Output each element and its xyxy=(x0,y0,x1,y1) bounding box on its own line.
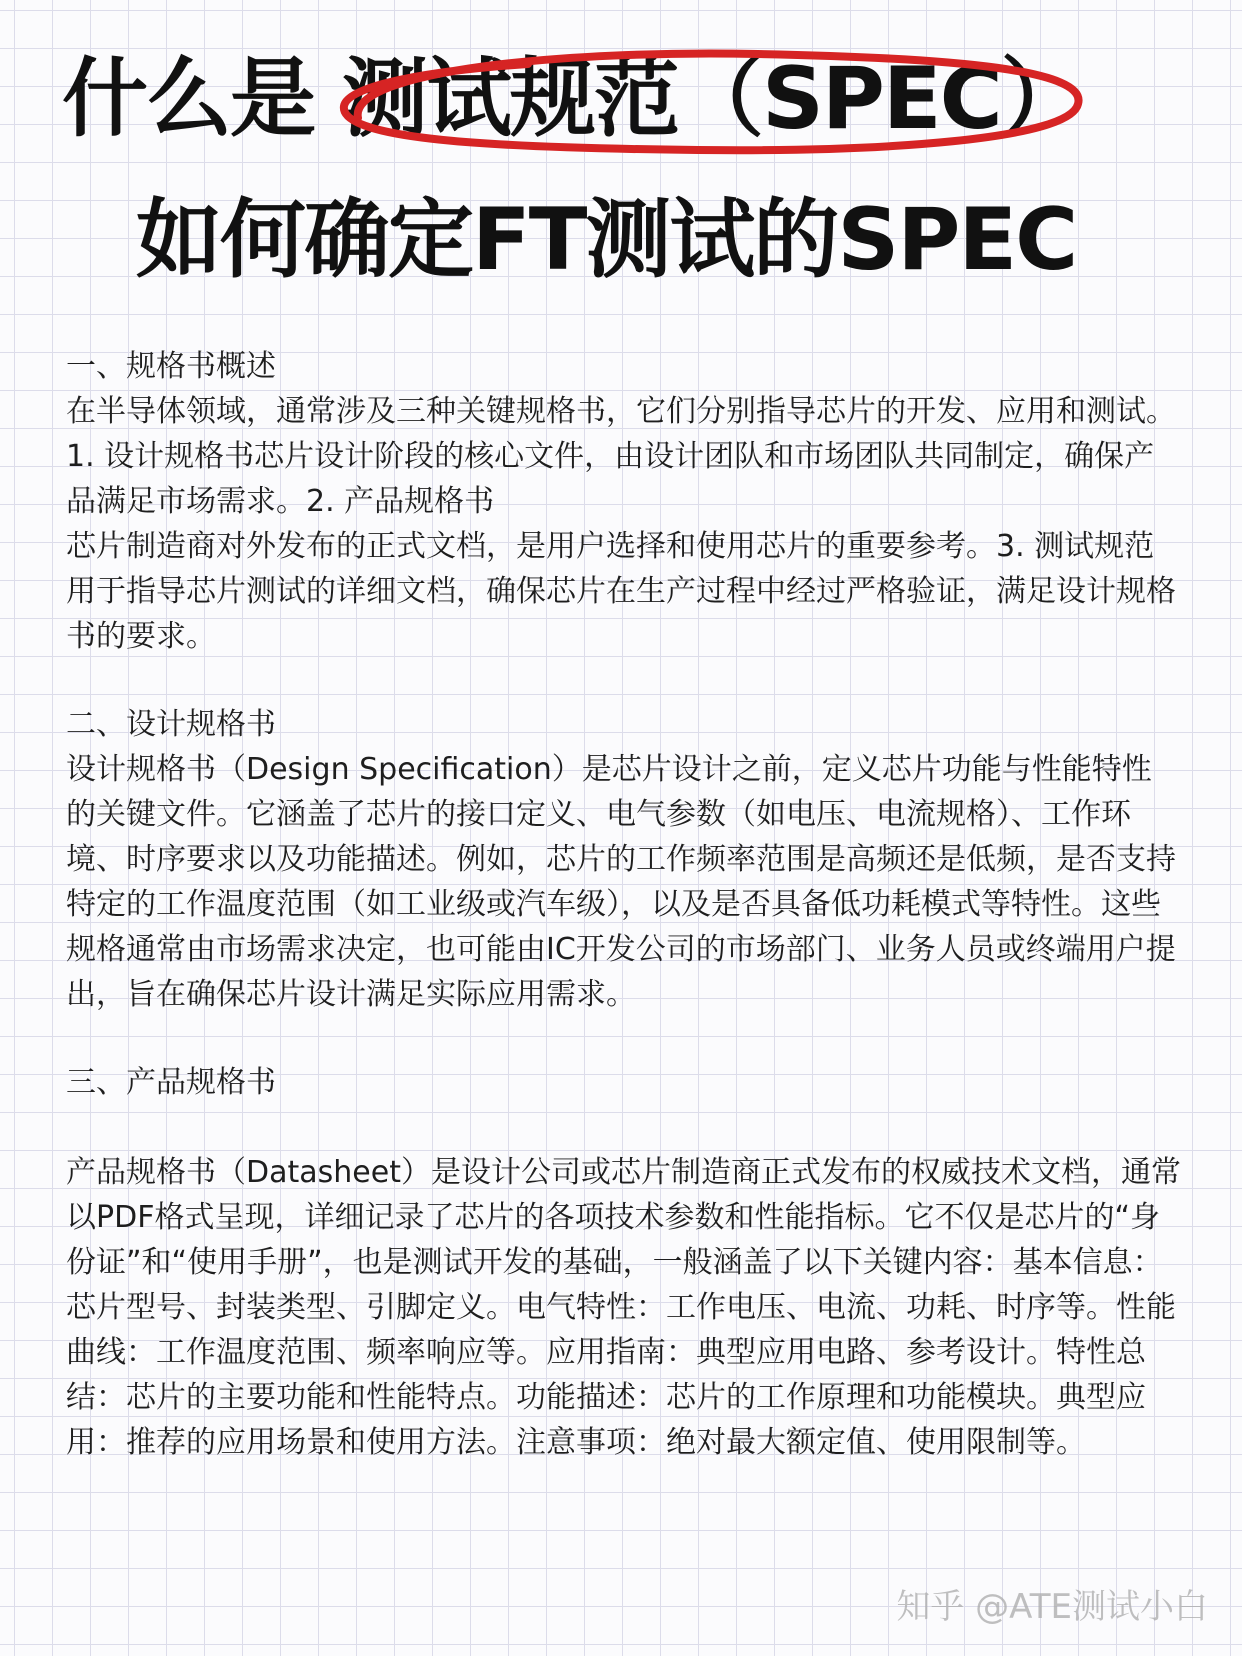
title-line-2: 如何确定FT测试的SPEC xyxy=(136,190,1077,290)
circle-stroke xyxy=(344,54,1079,151)
paragraph: 设计规格书（Design Specification）是芯片设计之前，定义芯片功能与性能特性的关键文件。它涵盖了芯片的接口定义、电气参数（如电压、电流规格）、工作环境、时序要求以及功能描述。例如，芯片的工作频率范围是高频还是低频，是否支持特定的工作温度范围（如工业级或汽车级），以及是否具备低功耗模式等特性。这些规格通常由市场需求决定，也可能由IC开发公司的市场部门、业务人员或终端用户提出，旨在确保芯片设计满足实际应用需求。 xyxy=(66,752,1176,1012)
section-heading: 一、规格书概述 xyxy=(66,349,276,384)
section-overview xyxy=(66,344,1181,659)
section-datasheet xyxy=(66,1060,1181,1465)
spacer xyxy=(66,1105,1181,1150)
article-body xyxy=(66,344,1181,1508)
watermark: 知乎 @ATE测试小白 xyxy=(896,1587,1208,1627)
paragraph: 用于指导芯片测试的详细文档，确保芯片在生产过程中经过严格验证，满足设计规格书的要求。 xyxy=(66,574,1176,654)
title-line-1: 什么是 测试规范（SPEC） xyxy=(62,49,1085,149)
paragraph: 产品规格书（Datasheet）是设计公司或芯片制造商正式发布的权威技术文档，通常以PDF格式呈现，详细记录了芯片的各项技术参数和性能指标。它不仅是芯片的“身份证”和“使用手册”，也是测试开发的基础，一般涵盖了以下关键内容：基本信息：芯片型号、封装类型、引脚定义。电气特性：工作电压、电流、功耗、时序等。性能曲线：工作温度范围、频率响应等。应用指南：典型应用电路、参考设计。特性总结：芯片的主要功能和性能特点。功能描述：芯片的工作原理和功能模块。典型应用：推荐的应用场景和使用方法。注意事项：绝对最大额定值、使用限制等。 xyxy=(66,1155,1181,1460)
section-heading: 三、产品规格书 xyxy=(66,1065,276,1100)
section-design-spec xyxy=(66,702,1181,1017)
red-circle-highlight xyxy=(318,40,1098,160)
paragraph: 在半导体领域，通常涉及三种关键规格书，它们分别指导芯片的开发、应用和测试。1. 设计规格书芯片设计阶段的核心文件，由设计团队和市场团队共同制定，确保产品满足市场需求。2. 产品规格书 xyxy=(66,394,1176,519)
paragraph: 芯片制造商对外发布的正式文档，是用户选择和使用芯片的重要参考。3. 测试规范 xyxy=(66,529,1155,564)
section-heading: 二、设计规格书 xyxy=(66,707,276,742)
